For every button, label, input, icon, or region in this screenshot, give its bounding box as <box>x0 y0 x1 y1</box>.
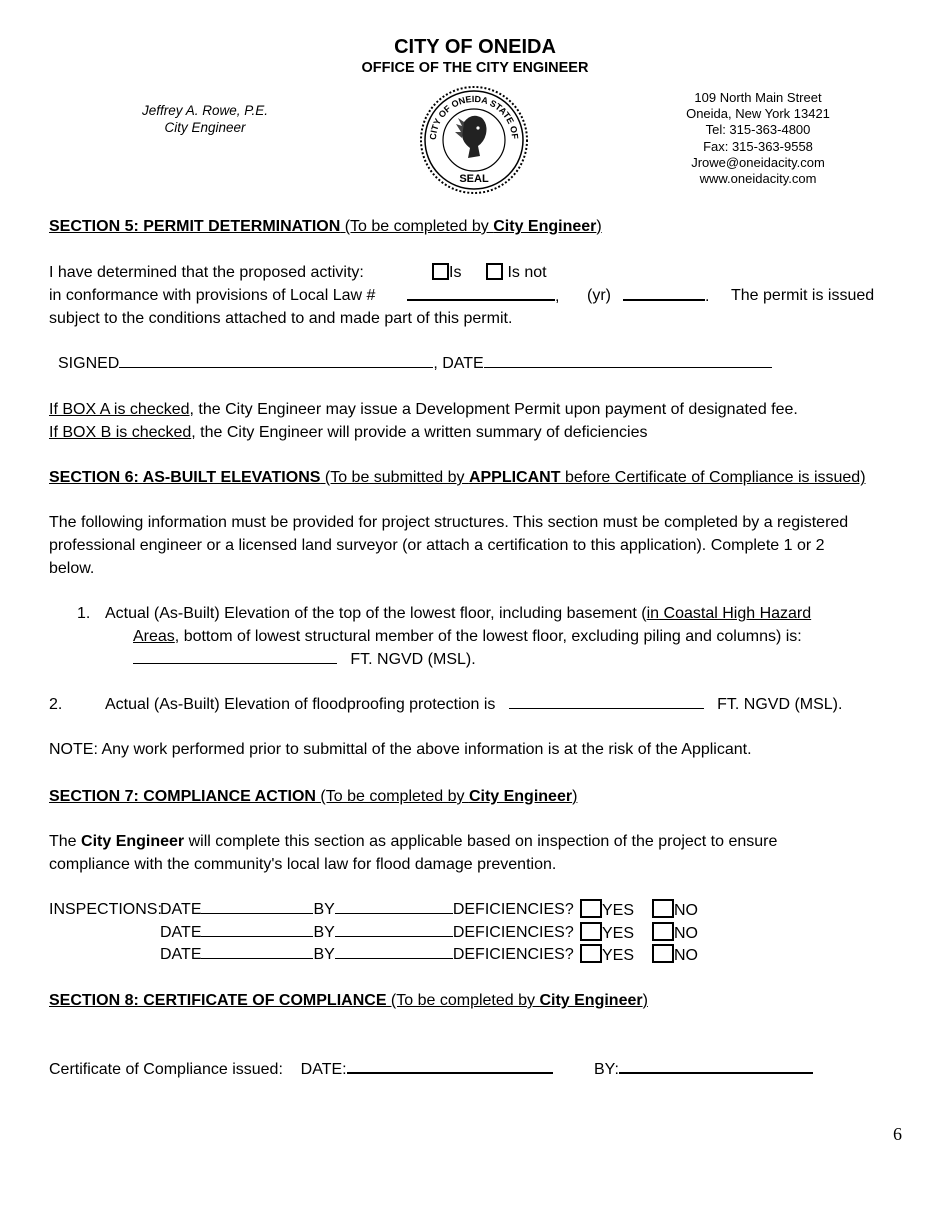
signed-field[interactable] <box>119 353 433 368</box>
signed-date-field[interactable] <box>484 353 772 368</box>
inspection-by-field[interactable] <box>335 944 453 959</box>
inspection-date-field[interactable] <box>201 899 313 914</box>
inspection-by-field[interactable] <box>335 899 453 914</box>
signed-row: SIGNED , DATE <box>58 353 772 376</box>
section5-line3: subject to the conditions attached to and made part of this permit. <box>49 310 513 327</box>
certificate-date-field[interactable] <box>347 1058 553 1074</box>
inspection-row: DATE BY DEFICIENCIES? <box>160 901 574 918</box>
is-not-checkbox[interactable] <box>486 263 503 280</box>
no-checkbox[interactable] <box>652 899 674 918</box>
item1-line3: FT. NGVD (MSL). <box>133 649 476 672</box>
item2-line: Actual (As-Built) Elevation of floodproofing protection is FT. NGVD (MSL). <box>105 696 843 713</box>
item1-elevation-field[interactable] <box>133 649 337 664</box>
city-title: CITY OF ONEIDA <box>394 36 556 58</box>
section7-heading: SECTION 7: COMPLIANCE ACTION (To be completed by City Engineer) <box>49 788 578 805</box>
item1-line2: Areas, bottom of lowest structural member of the lowest floor, excluding piling and columns) is: <box>133 628 802 645</box>
yes-checkbox[interactable] <box>580 899 602 918</box>
yr-label: (yr) <box>587 287 611 304</box>
engineer-title: City Engineer <box>164 120 246 135</box>
seal-bottom-text: SEAL <box>459 173 489 185</box>
fax: Fax: 315-363-9558 <box>703 138 813 154</box>
is-checkbox[interactable] <box>432 263 449 280</box>
certificate-by: BY: <box>594 1058 813 1082</box>
inspections-label: INSPECTIONS: <box>49 901 162 918</box>
inspection-no: NO <box>652 944 698 968</box>
yes-checkbox[interactable] <box>580 944 602 963</box>
inspection-row: DATE BY DEFICIENCIES? <box>160 924 574 941</box>
section6-intro: The following information must be provided for project structures. This section must be completed by a registered professional engineer or a licensed land surveyor (or attach a certification to this application). Complete 1 or 2 below. <box>49 514 849 577</box>
address-city: Oneida, New York 13421 <box>686 106 830 122</box>
box-a-note: If BOX A is checked, the City Engineer may issue a Development Permit upon payment of designated fee. <box>49 401 798 418</box>
applicant-note: NOTE: Any work performed prior to submittal of the above information is at the risk of the Applicant. <box>49 741 752 758</box>
office-title: OFFICE OF THE CITY ENGINEER <box>361 60 589 76</box>
no-checkbox[interactable] <box>652 922 674 941</box>
inspection-yes: YES <box>580 922 634 946</box>
page-number: 6 <box>893 1124 902 1144</box>
local-law-field[interactable]: , <box>407 285 559 309</box>
inspection-row: DATE BY DEFICIENCIES? <box>160 946 574 963</box>
item2-elevation-field[interactable] <box>509 694 704 709</box>
box-b-note: If BOX B is checked, the City Engineer will provide a written summary of deficiencies <box>49 424 648 441</box>
no-checkbox[interactable] <box>652 944 674 963</box>
inspection-yes: YES <box>580 899 634 923</box>
inspection-date-field[interactable] <box>201 944 313 959</box>
inspection-no: NO <box>652 899 698 923</box>
email-link[interactable]: Jrowe@oneidacity.com <box>691 154 825 170</box>
certificate-row: Certificate of Compliance issued: DATE: <box>49 1058 553 1082</box>
phone: Tel: 315-363-4800 <box>705 122 811 138</box>
certificate-by-field[interactable] <box>619 1058 813 1074</box>
engineer-name: Jeffrey A. Rowe, P.E. <box>141 103 269 118</box>
section5-heading: SECTION 5: PERMIT DETERMINATION (To be completed by City Engineer) <box>49 218 602 235</box>
contact-block <box>648 90 868 187</box>
city-seal-icon <box>418 84 530 196</box>
section8-heading: SECTION 8: CERTIFICATE OF COMPLIANCE (To be completed by City Engineer) <box>49 992 648 1009</box>
website-link[interactable]: www.oneidacity.com <box>699 171 817 187</box>
yr-field[interactable]: . <box>623 285 709 309</box>
inspection-no: NO <box>652 922 698 946</box>
section5-line2: in conformance with provisions of Local Law # <box>49 287 376 304</box>
section6-heading: SECTION 6: AS-BUILT ELEVATIONS (To be submitted by APPLICANT before Certificate of Compliance is issued) <box>49 469 866 486</box>
yes-checkbox[interactable] <box>580 922 602 941</box>
address-street: 109 North Main Street <box>694 90 822 105</box>
inspection-date-field[interactable] <box>201 922 313 937</box>
item2-number: 2. <box>49 696 63 713</box>
item1-number: 1. <box>77 605 91 622</box>
is-option: Is <box>432 262 461 285</box>
section7-intro: The City Engineer will complete this section as applicable based on inspection of the project to ensure compliance with the community's local law for flood damage prevention. <box>49 833 778 873</box>
engineer-block <box>105 102 305 136</box>
permit-issued-text: The permit is issued <box>731 287 875 304</box>
inspection-yes: YES <box>580 944 634 968</box>
is-not-option: Is not <box>486 262 547 285</box>
item1-line1: Actual (As-Built) Elevation of the top of the lowest floor, including basement (in Coastal High Hazard <box>105 605 812 622</box>
section5-line1: I have determined that the proposed activity: <box>49 264 364 281</box>
inspection-by-field[interactable] <box>335 922 453 937</box>
seal-top-text: CITY OF ONEIDA STATE OF <box>427 93 521 141</box>
